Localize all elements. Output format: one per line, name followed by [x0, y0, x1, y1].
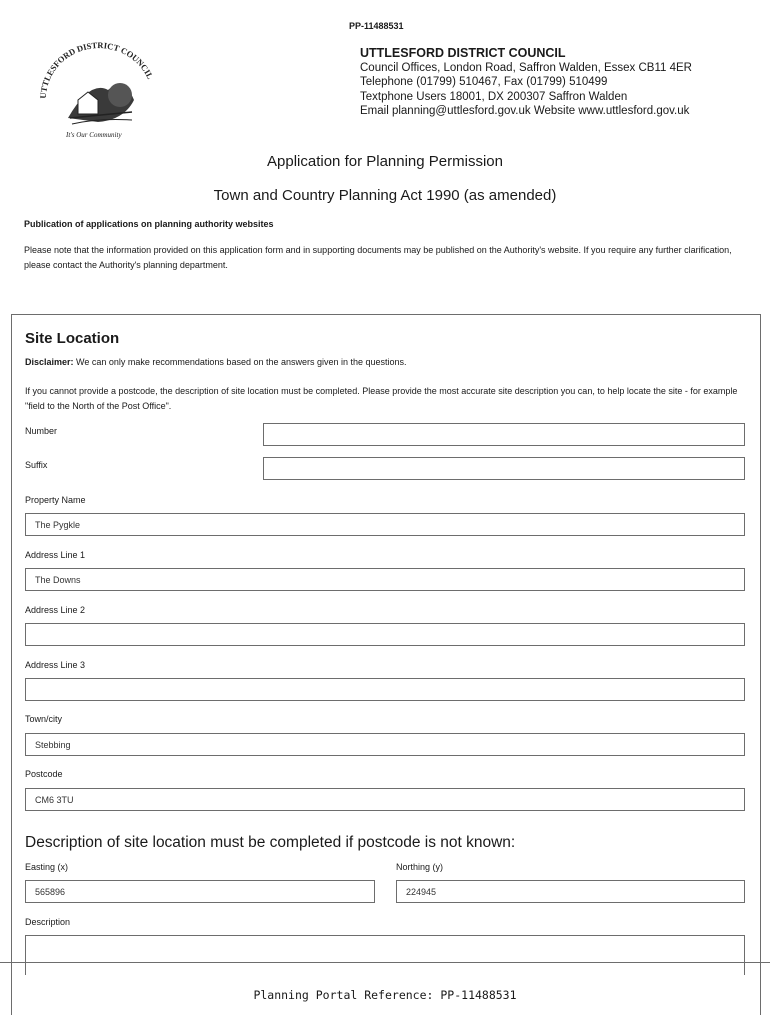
postcode-label: Postcode — [25, 769, 63, 779]
council-name: UTTLESFORD DISTRICT COUNCIL — [360, 46, 566, 60]
logo-tagline: It's Our Community — [66, 131, 122, 139]
address-line-3-label: Address Line 3 — [25, 660, 86, 670]
address-line-2-label: Address Line 2 — [25, 605, 86, 615]
disclaimer-text: We can only make recommendations based on the answers given in the questions. — [73, 357, 407, 367]
section-title: Site Location — [25, 330, 120, 347]
number-label: Number — [25, 426, 58, 436]
address-line-1-label: Address Line 1 — [25, 550, 86, 560]
northing-field[interactable]: 224945 — [396, 880, 745, 903]
address-line-3-field[interactable] — [25, 678, 745, 701]
description-field[interactable] — [25, 935, 745, 975]
northing-label: Northing (y) — [396, 862, 444, 872]
suffix-field[interactable] — [263, 457, 745, 480]
site-location-section — [11, 314, 761, 1015]
council-logo — [28, 40, 158, 140]
publication-text: Please note that the information provided on this application form and in supporting documents may be published on the Authority's website. If you require any further clarification, please contact the Authority's planning department. — [24, 245, 732, 270]
address-line-2-field[interactable] — [25, 623, 745, 646]
town-city-field[interactable]: Stebbing — [25, 733, 745, 756]
council-textphone: Textphone Users 18001, DX 200307 Saffron Walden — [360, 90, 628, 103]
postcode-field[interactable]: CM6 3TU — [25, 788, 745, 811]
easting-label: Easting (x) — [25, 862, 69, 872]
description-label: Description — [25, 917, 71, 927]
property-name-label: Property Name — [25, 495, 86, 505]
address-line-1-field[interactable]: The Downs — [25, 568, 745, 591]
page-divider — [0, 962, 770, 963]
council-email-website: Email planning@uttlesford.gov.uk Website www.uttlesford.gov.uk — [360, 105, 690, 117]
council-contact-block — [360, 46, 692, 119]
publication-heading: Publication of applications on planning authority websites — [24, 219, 274, 229]
property-name-field[interactable]: The Pygkle — [25, 513, 745, 536]
number-field[interactable] — [263, 423, 745, 446]
footer-reference: Planning Portal Reference: PP-11488531 — [253, 988, 517, 1002]
suffix-label: Suffix — [25, 460, 48, 470]
reference-number: PP-11488531 — [349, 21, 404, 31]
form-act: Town and Country Planning Act 1990 (as amended) — [213, 187, 557, 204]
description-heading: Description of site location must be completed if postcode is not known: — [25, 834, 516, 851]
council-address: Council Offices, London Road, Saffron Walden, Essex CB11 4ER — [360, 61, 692, 74]
town-city-label: Town/city — [25, 714, 63, 724]
council-telephone: Telephone (01799) 510467, Fax (01799) 510499 — [360, 76, 608, 88]
easting-field[interactable]: 565896 — [25, 880, 375, 903]
logo-arc-text: UTTLESFORD DISTRICT COUNCIL — [37, 40, 156, 99]
form-title: Application for Planning Permission — [267, 153, 503, 170]
disclaimer-label: Disclaimer: — [25, 357, 74, 367]
site-info-text: If you cannot provide a postcode, the description of site location must be completed. Please provide the most accurate site description you can, to help locate the site - for example "field to the North of the Post Office". — [25, 386, 738, 411]
disclaimer — [25, 357, 407, 367]
